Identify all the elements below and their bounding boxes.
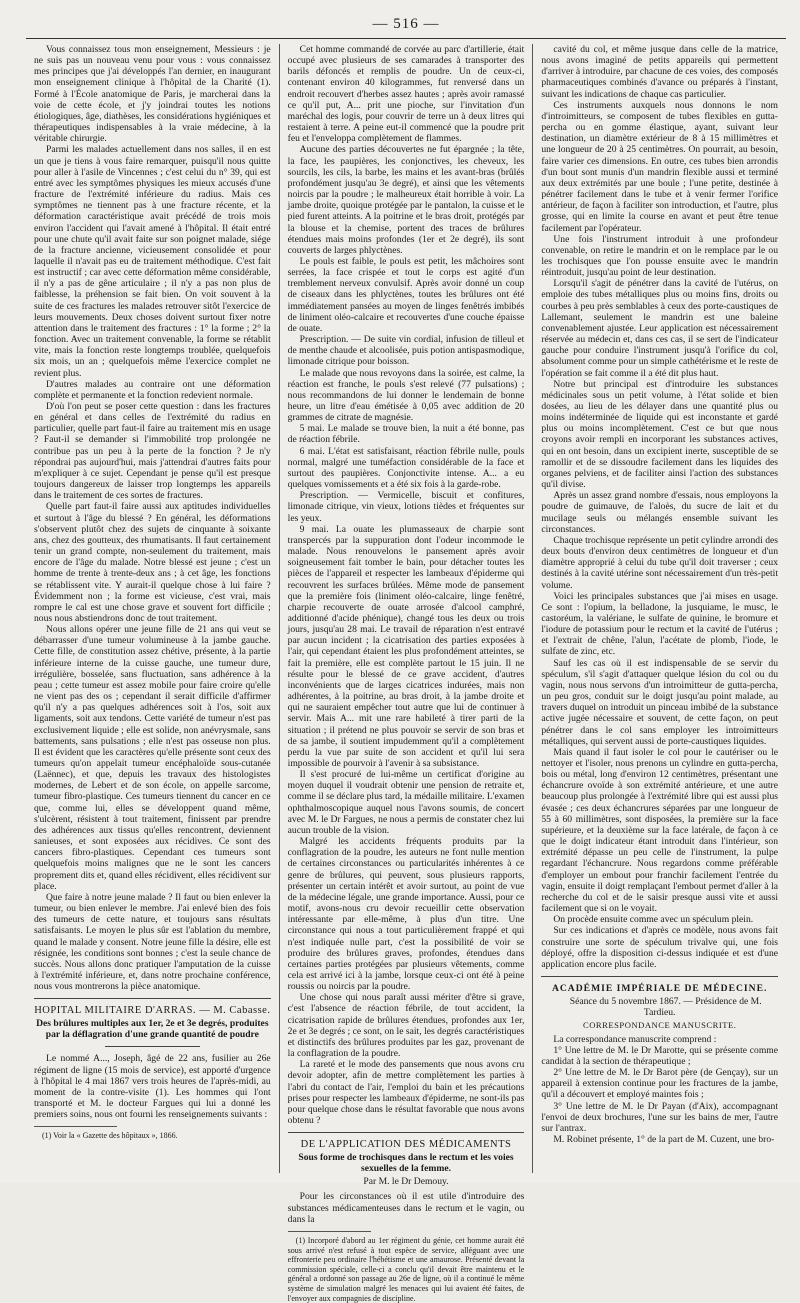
paragraph: Notre but principal est d'introduire les substances médicinales sous un petit volume, à l'état solide et bien dosées, au lieu de les délayer dans une quantité plus ou moins indéterminée de liquide qui est inconstante et gardé plus ou moins incomplètement. C'est ce but que nous croyons avoir rempli en incorporant les substances actives, qui en ont besoin, dans un excipient inerte, susceptible de se ramollir et de se dissoudre facilement dans les liquides des organes pelviens, et de faciliter ainsi l'action des substances qu'il divise.	[541, 378, 779, 491]
paragraph: Vous connaissez tous mon enseignement, Messieurs : je ne suis pas un nouveau venu pour vous : vous connaissez mes principes que j'ai développés l'an dernier, en inaugurant mon enseignement clinique à l'hôpital de la Charité (1). Formé à l'École anatomique de Paris, je marcherai dans la voie de cette école, et j'y joindrai toutes les notions étiologiques, âge, diathèses, les considérations hygiéniques et thérapeutiques indispensables à la vraie médecine, à la véritable chirurgie.	[34, 44, 271, 145]
column-3	[532, 44, 786, 1173]
paragraph: Malgré les accidents fréquents produits par la conflagration de la poudre, les auteurs ne font nulle mention de certaines circonstances ou particularités inhérentes à ce genre de brûlures, qui peuvent, sous plusieurs rapports, présenter un certain intérêt et avoir surtout, au point de vue de la médecine légale, une grande importance. Aussi, pour ce motif, avons-nous cru devoir recueillir cette observation intéressante par elle-même, à plus d'un titre. Une circonstance qui nous a tout particulièrement frappé et qui n'est indiquée nulle part, c'est la possibilité de voir se produire des brûlures graves, profondes, étendues dans certaines parties protégées par plusieurs vêtements, comme cela est arrivé ici à la jambe, lorsque ceux-ci ont été à peine roussis ou noircis par la poudre.	[287, 836, 525, 993]
paragraph: 1° Une lettre de M. le Dr Marotte, qui se présente comme candidat à la section de thérapeutique ;	[541, 1044, 779, 1067]
paragraph: Le nommé A..., Joseph, âgé de 22 ans, fusilier au 26e régiment de ligne (15 mois de service), est apporté d'urgence à l'hôpital le 4 mai 1867 vers trois heures de l'après-midi, au moment de la contre-visite (1). Les hommes qui l'ont transporté et M. le docteur Fargues qui lui a donné les premiers soins, nous ont fourni les renseignements suivants :	[34, 1053, 271, 1121]
column-1	[26, 44, 279, 1173]
paragraph: Une chose qui nous paraît aussi mériter d'être si grave, c'est l'absence de réaction fébrile, de tout accident, la cicatrisation rapide de brûlures étendues, profondes aux 1er, 2e et 3e degrés ; ce sont, on le sait, les degrés caractéristiques et distinctifs des brûlures produites par les gaz, provenant de la conflagration de la poudre.	[287, 992, 525, 1060]
paragraph: Voici les principales substances que j'ai mises en usage. Ce sont : l'opium, la belladone, la jusquiame, le musc, le castoréum, la valériane, le sulfate de quinine, le bromure et l'iodure de potassium pour le rectum et la cavité de l'utérus ; et l'extrait de chêne, l'alun, l'acétate de plomb, l'iode, le sulfate de zinc, etc.	[541, 590, 779, 658]
paragraph: Prescription. — De suite vin cordial, infusion de tilleul et de menthe chaude et alcoolisée, puis potion antispasmodique, limonade citrique pour boisson.	[287, 334, 525, 368]
section-subtitle: Sous forme de trochisques dans le rectum et les voies sexuelles de la femme.	[298, 1152, 514, 1175]
header-rule	[26, 38, 786, 39]
subtitle-rule	[105, 1046, 200, 1047]
section-subtitle: Des brûlures multiples aux 1er, 2e et 3e degrés, produites par la déflagration d'une grande quantité de poudre	[36, 1018, 269, 1041]
paragraph: Nous allons opérer une jeune fille de 21 ans qui veut se débarrasser d'une tumeur volumineuse à la jambe gauche. Cette fille, de constitution assez chétive, présente, à la partie inférieure interne de la cuisse gauche, une tumeur dure, irrégulière, bosselée, sans fluctuation, sans adhérence à la peau ; cette tumeur est assez mobile pour faire croire qu'elle ne vient pas des os ; cependant il serait difficile d'affirmer qu'il n'y a pas quelques adhérences soit à l'os, soit aux ligaments, soit aux tendons. Cette variété de tumeur n'est pas exclusivement liquide ; elle est solide, non anévrysmale, sans battements, sans pulsations ; elle n'est pas osseuse non plus. Il est évident que les caractères qu'elle présente sont ceux des tumeurs qu'on appelait tumeur encéphaloïde sous-cutanée (Laënnec), et que, depuis les travaux des histologistes modernes, de Lebert et de son école, on appelle sarcome, tumeur fibro-plastique. Ces tumeurs tiennent du cancer en ce que, comme lui, elles se développent quand même, s'ulcèrent, résistent à tout traitement, finissent par prendre des adhérences aux tissus qu'elles rencontrent, deviennent sanieuses, et sont exposées aux récidives. Ce sont des cancers fibro-plastiques. Cependant ces tumeurs sont quelquefois moins malignes que ne le sont les cancers proprement dits et, quand elles récidivent, elles récidivent sur place.	[34, 624, 271, 892]
paragraph: Le malade que nous revoyons dans la soirée, est calme, la réaction est franche, le pouls s'est relevé (77 pulsations) ; nous recommandons de lui donner le lendemain de bonne heure, un litre d'eau émétisée à 0,05 avec addition de 20 grammes de citrate de magnésie.	[287, 367, 525, 424]
paragraph: Ces instruments auxquels nous donnons le nom d'introimitteurs, se composent de tubes flexibles en gutta-percha ou en gomme élastique, ayant, suivant leur destination, un diamètre extérieur de 8 à 15 millimètres et une longueur de 20 à 25 centimètres. On pourrait, au besoin, faire varier ces dimensions. En outre, ces tubes bien arrondis d'un bout sont munis d'un mandrin flexible aussi et terminé aux deux extrémités par une boule ; l'une petite, destinée à pénétrer facilement dans le tube et à venir fermer l'orifice antérieur, de façon à faciliter son introduction, et l'autre, plus grosse, qui en limite la course en avant et peut être tenue facilement par l'opérateur.	[541, 99, 779, 234]
paragraph: Aucune des parties découvertes ne fut épargnée ; la tête, la face, les paupières, les conjonctives, les cheveux, les sourcils, les cils, la barbe, les mains et les avant-bras (brûlés profondément jusqu'au 3e degré), et ainsi que les vêtements noircis par la poudre ; le malheureux était horrible à voir. La jambe droite, quoique protégée par le pantalon, la cuisse et le pied furent atteints. A la poitrine et le bras droit, protégés par la blouse et la chemise, portent des traces de brûlures étendues mais moins profondes (1er et 2e degré), ils sont couverts de larges phlyctènes.	[287, 144, 525, 256]
paragraph: D'où l'on peut se poser cette question : dans les fractures en général et dans celles de l'extrémité du radius en particulier, quelle part faut-il faire au traitement mis en usage ? Faut-il se demander si l'immobilité trop prolongée ne contribue pas un peu à la perte de la fonction ? Je n'y répondrai pas aujourd'hui, mais j'attendrai d'autres faits pour m'expliquer à ce sujet. Cependant je pense qu'il est presque toujours dangereux de laisser trop longtemps les appareils dans le traitement de ces sortes de fractures.	[34, 401, 271, 502]
paragraph: 6 mai. L'état est satisfaisant, réaction fébrile nulle, pouls normal, malgré une tuméfaction considérable de la face et surtout des paupières. Conjonctivite intense. A... a eu quelques vomissements et a été six fois à la garde-robe.	[287, 445, 525, 491]
article-author: Par M. le Dr Demouy.	[363, 1176, 449, 1188]
footnote-rule	[34, 1126, 117, 1127]
paragraph: Le pouls est faible, le pouls est petit, les mâchoires sont serrées, la face crispée et tout le corps est agité d'un tremblement nerveux convulsif. Après avoir donné un coup de ciseaux dans les phlyctènes, toutes les brûlures ont été immédiatement pansées au moyen de linges fenêtrés imbibés de liniment oléo-calcaire et recouvertes d'une couche épaisse de ouate.	[287, 255, 525, 334]
paragraph: Sur ces indications et d'après ce modèle, nous avons fait construire une sorte de spéculum trivalve qui, une fois déployé, offre la disposition ci-dessus indiquée et est d'une application encore plus facile.	[541, 925, 779, 970]
paragraph: Une fois l'instrument introduit à une profondeur convenable, on retire le mandrin et on le remplace par le ou les trochisques que l'on pousse ensuite avec le mandrin réintroduit, jusqu'au point de leur destination.	[541, 233, 779, 279]
section-rule	[541, 976, 778, 977]
paragraph: M. Robinet présente, 1° de la part de M. Cuzent, une bro-	[553, 1134, 775, 1145]
paragraph: Chaque trochisque représente un petit cylindre arrondi des deux bouts d'environ deux centimètres de longueur et d'un diamètre approprié à celui du tube qu'il doit traverser ; ceux destinés à la cavité utérine sont nécessairement d'un très-petit volume.	[541, 534, 779, 591]
col3-body	[541, 44, 778, 970]
paragraph: Parmi les malades actuellement dans nos salles, il en est un que je tiens à vous faire remarquer, puisqu'il nous quitte pour aller à l'asile de Vincennes ; c'est celui du n° 39, qui est entré avec les symptômes physiques les mieux accusés d'une fracture de l'extrémité inférieure du radius. Mais ces symptômes ne tiennent pas à une fracture récente, et la déformation caractéristique avait précédé de trois mois environ l'accident qui l'avait amené à l'hôpital. Il était entré pour une chute qu'il avait faite sur son poignet malade, siége de la fracture ancienne, vicieusement consolidée et pour laquelle il n'avait pas eu de traitement méthodique. C'est fait est instructif ; car avec cette déformation même considérable, il n'y a pas de gêne articulaire ; il n'y a pas non plus de faiblesse, la préhension se fait bien. On voit souvent à la suite de ces fractures les malades retrouver sitôt l'exercice de leurs mouvements. Deux choses doivent surtout fixer notre attention dans le traitement des fractures : 1° la forme ; 2° la fonction. Avec un traitement convenable, la forme se rétablit vite, mais la fonction reste longtemps troublée, quelquefois six mois, un an ; quelquefois même l'exercice complet ne revient plus.	[34, 144, 271, 379]
paragraph: cavité du col, et même jusque dans celle de la matrice, nous avons imaginé de petits appareils qui permettent d'arriver à introduire, par chacune de ces voies, des composés pharmaceutiques combinés d'avance ou préparés à l'instant, suivant les indications de chaque cas particulier.	[541, 44, 779, 100]
paragraph: 9 mai. La ouate les plumasseaux de charpie sont transpercés par la suppuration dont l'odeur incommode le malade. Nous renouvelons le pansement après avoir soigneusement fait tomber le bain, pour détacher toutes les pièces de l'appareil et respecter les lambeaux d'épiderme qui recouvrent les surfaces brûlées. Même mode de pansement que la première fois (liniment oléo-calcaire, linge fenêtré, charpie recouverte de ouate arrosée d'alcool camphré, additionné d'acide phénique), changé tous les deux ou trois jours, jusqu'au 28 mai. Le travail de réparation n'est entravé par aucun incident ; la cicatrisation des parties exposées à l'air, qui cependant étaient les plus profondément atteintes, se fait la première, elle est complète partout le 15 juin. Il ne résulte pour le blessé de ce grave accident, d'autres inconvénients que de larges cicatrices indurées, mais non adhérentes, à la poitrine, au bras droit, à la jambe droite et qui ne sauraient empêcher tout autre que lui de continuer à servir. Mais A... mit une rare habileté à tirer parti de la situation ; il prétend ne plus pouvoir se servir de son bras et de sa jambe, il soutient impudemment qu'il a complètement perdu la vue par suite de son accident et qu'il lui sera impossible de pourvoir à l'avenir à sa subsistance.	[287, 523, 525, 769]
column-2	[279, 44, 533, 1303]
correspondence-title: CORRESPONDANCE MANUSCRITE.	[582, 1020, 737, 1031]
col2-section-body	[288, 1191, 525, 1224]
paragraph: 5 mai. Le malade se trouve bien, la nuit a été bonne, pas de réaction fébrile.	[287, 423, 525, 446]
col2-body	[288, 44, 525, 1126]
paragraph: Sauf les cas où il est indispensable de se servir du spéculum, s'il s'agit d'attaquer quelque lésion du col ou du vagin, nous nous servons d'un introimitteur de gutta-percha, un peu gros, conduit sur le doigt jusqu'au point malade, au travers duquel on introduit un pinceau imbibé de la substance active jugée nécessaire et souvent, de cette façon, on peut pénétrer dans le col sans employer les introimitteurs métalliques, qui servent aussi de porte-caustiques liquides.	[541, 657, 779, 747]
paragraph: 2° Une lettre de M. le Dr Barot père (de Gençay), sur un appareil à extension continue pour les fractures de la jambe, qu'il a découvert et employé maintes fois ;	[541, 1067, 779, 1101]
paragraph: Mais quand il faut isoler le col pour le cautériser ou le nettoyer et l'isoler, nous prenons un cylindre en gutta-percha, bois ou métal, long d'environ 12 centimètres, présentant une échancrure ovoïde à son extrémité antérieure, et une autre beaucoup plus prolongée à l'extrémité libre qui est aussi plus évasée ; ces deux échancrures séparées par une longueur de 55 à 60 millimètres, sont disposées, la première sur la face supérieure, et la deuxième sur la face latérale, de façon à ce que le doigt indicateur étant introduit dans l'intérieur, son extrémité dépasse un peu celle de l'instrument, la pulpe regardant l'échancrure. Nous regardons comme préférable d'employer un embout pour franchir facilement l'entrée du vagin, ensuite il doigt remplaçant l'embout permet d'aller à la recherche du col et de le saisir presque aussi vite et aussi facilement que si on le voyait.	[541, 746, 779, 915]
paragraph: 3° Une lettre de M. le Dr Payan (d'Aix), accompagnant l'envoi de deux brochures, l'une sur les bains de mer, l'autre sur l'antrax.	[541, 1100, 779, 1134]
correspondence-items	[541, 1045, 778, 1145]
paragraph: Pour les circonstances où il est utile d'introduire des substances médicamenteuses dans le rectum et le vagin, ou dans la	[287, 1191, 525, 1225]
paragraph: La rareté et le mode des pansements que nous avons cru devoir adopter, afin de mettre complètement les parties à l'abri du contact de l'air, l'emploi du bain et les précautions prises pour respecter les lambeaux d'épiderme, ne sont-ils pas pour quelque chose dans le résultat favorable que nous avons obtenu ?	[287, 1059, 525, 1126]
seance-line: Séance du 5 novembre 1867. — Présidence de M. Tardieu.	[569, 996, 762, 1019]
paragraph: Que faire à notre jeune malade ? Il faut ou bien enlever la tumeur, ou bien enlever le membre. J'ai enlevé bien des fois des tumeurs de cette nature, et toujours sans résultats satisfaisants. Le moyen le plus sûr est l'ablation du membre, quand le malade y consent. Notre jeune fille la désire, elle est résignée, les conditions sont bonnes ; c'est la seule chance de succès. Nous allons donc pratiquer l'amputation de la cuisse à l'extrémité inférieure, et, dans notre prochaine conférence, nous vous montrerons la pièce anatomique.	[34, 891, 271, 993]
footnote: (1) Incorporé d'abord au 1er régiment du génie, cet homme aurait été sous arrivé n'est refusé à tout espèce de service, alléguant avec une effronterie peu ordinaire l'hébétisme et une amaurose. Présenté devant la commission spéciale, celle-ci a conclu qu'il devait être maintenu et le général a ordonné son passage au 26e de ligne, où il a continué le même système de simulation malgré les menaces qui lui avaient été faites, de l'envoyer aux compagnies de discipline.	[287, 1235, 525, 1303]
academy-title: ACADÉMIE IMPÉRIALE DE MÉDECINE.	[551, 982, 768, 994]
paragraph: Prescription. — Vermicelle, biscuit et confitures, limonade citrique, vin vieux, lotions tièdes et fréquentes sur les yeux.	[287, 490, 525, 524]
paragraph: Il s'est procuré de lui-même un certificat d'origine au moyen duquel il voudrait obtenir une pension de retraite et, comme il se déclare plus tard, la médaille militaire. L'examen ophthalmoscopique auquel nous l'avons soumis, de concert avec M. le Dr Fargues, ne nous a permis de constater chez lui aucun trouble de la vision.	[287, 769, 525, 836]
section-title: HOPITAL MILITAIRE D'ARRAS. — M. Cabasse.	[34, 1005, 271, 1017]
correspondence-intro: La correspondance manuscrite comprend :	[553, 1033, 717, 1045]
col1-section-body	[34, 1053, 271, 1120]
section-rule	[288, 1132, 525, 1133]
section-title: DE L'APPLICATION DES MÉDICAMENTS	[300, 1139, 512, 1151]
paragraph: Après un assez grand nombre d'essais, nous employons la poudre de guimauve, de l'aloès, du sucre de lait et du mucilage seuls ou mélangés ensemble suivant les circonstances.	[541, 490, 779, 535]
columns	[26, 44, 786, 1303]
page-number: — 516 —	[372, 16, 440, 32]
paragraph: Quelle part faut-il faire aussi aux aptitudes individuelles et surtout à l'âge du blessé ? En général, les déformations s'observent plutôt chez des sujets de cinquante à soixante ans, chez des goutteux, des rhumatisants. Il faut certainement tenir un grand compte, non-seulement du traitement, mais encore de l'âge du malade. Notre blessé est jeune ; c'est un homme de trente à trente-deux ans ; à cet âge, les fonctions se rétablissent vite. Y aurait-il quelque chose à lui faire ? Évidemment non ; la forme est vicieuse, c'est vrai, mais rompre le cal est une chose grave et souvent fort difficile ; nous nous abstiendrons donc de tout traitement.	[34, 501, 271, 624]
section-rule	[34, 998, 271, 999]
footnote-rule	[288, 1231, 371, 1232]
paragraph: Lorsqu'il s'agit de pénétrer dans la cavité de l'utérus, on emploie des tubes métalliques plus ou moins fins, droits ou courbes à peu près semblables à ceux des porte-caustiques de Lallemant, seulement le mandrin est une baleine convenablement ajustée. Leur application est nécessairement réservée au médecin et, dans ces cas, il se sert de l'indicateur gauche pour conduire l'instrument jusqu'à l'orifice du col, absolument comme pour un simple cathétérisme et le reste de l'opération se fait comme il a été dit plus haut.	[541, 278, 779, 379]
paragraph: On procède ensuite comme avec un spéculum plein.	[553, 914, 754, 926]
paragraph: Cet homme commandé de corvée au parc d'artillerie, était occupé avec plusieurs de ses camarades à transporter des barils défoncés et remplis de poudre. Un de ceux-ci, contenant environ 40 kilogrammes, fut renversé dans un endroit recouvert d'herbes assez hautes ; après avoir ramassé ce qu'il put, A... prit une pioche, sur l'invitation d'un maréchal des logis, pour couvrir de terre un à deux litres qui restaient à terre. A peine eut-il commencé que la poudre prit feu et l'enveloppa complètement de flammes.	[287, 44, 525, 145]
col1-body	[34, 44, 271, 992]
footnote: (1) Voir la « Gazette des hôpitaux », 1866.	[42, 1131, 178, 1141]
paragraph: D'autres malades au contraire ont une déformation complète et permanente et la fonction redevient normale.	[34, 378, 271, 401]
